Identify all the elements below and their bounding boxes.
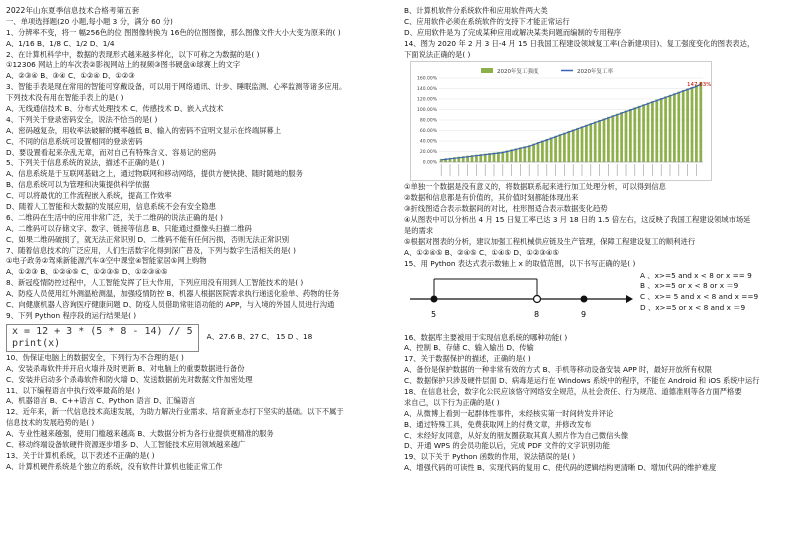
bar xyxy=(515,149,518,163)
point-5-closed xyxy=(431,295,438,302)
question-15: 15、用 Python 表达式表示数轴上 x 的取值范围，以下书写正确的是( ) xyxy=(404,258,636,268)
bar xyxy=(616,114,619,162)
bar xyxy=(532,144,535,162)
question-3: 3、智能手表是现在常用的智能可穿戴设备，可以用于网络通讯、计步、睡眠监测、心率监测等诸多应用。 xyxy=(6,82,347,92)
code-line-2: print(x) xyxy=(12,337,61,349)
tick-label-8: 8 xyxy=(534,309,540,319)
question-15-body xyxy=(404,271,788,333)
question-13-option-c: C、应用软件必须在系统软件的支持下才能正常运行 xyxy=(404,16,570,26)
question-18: 18、在信息社会，数字化公民应该恪守网络安全规范，从社会责任、行为规范、道德准则等各方面严格要 xyxy=(404,387,742,397)
bar xyxy=(699,83,702,163)
exam-title: 2022年山东夏季信息技术合格考第五套 xyxy=(6,6,140,15)
number-line-arrow xyxy=(626,295,633,303)
question-17-option-cd: C、数据保护只涉及硬件层面 D、病毒是运行在 Windows 系统中的程序，不能在 Android 和 iOS 系统中运行 xyxy=(404,376,760,386)
question-2-items: ①12306 网站上的车次表②影视网站上的视频③图书硬盘④球赛上的文字 xyxy=(6,60,241,70)
question-18-option-c: C、未经好友同意，从好友的朋友圈获取其真人照片作为自己微信头像 xyxy=(404,430,628,440)
question-1: 1、分辨率不变，将一 幅256色的位 图图像转换为 16色的位图图像，那么图像文件大小大变为原来的( ) xyxy=(6,27,341,37)
question-4-option-ab: A、密码越复杂，用收率法破解的概率越低 B、输入的密码不宜明文显示在终端屏幕上 xyxy=(6,125,282,135)
question-6-option-ab: A、二维码可以存储文字、数字、链接等信息 B、只能通过摄像头扫描二维码 xyxy=(6,223,252,233)
question-14-cont: 下面说法正确的是( ) xyxy=(404,49,471,59)
question-18-option-b: B、通过特殊工具，免费获取网上的付费文章，并修改发布 xyxy=(404,419,592,429)
question-4: 4、下列关于登录密码安全，说法不恰当的是( ) xyxy=(6,114,158,124)
chart-y-ticks xyxy=(417,76,438,166)
point-8-open xyxy=(534,295,541,302)
legend-swatch-bar xyxy=(481,68,493,73)
tick-label-5: 5 xyxy=(431,309,437,319)
question-19: 19、以下关于 Python 函数的作用，说法错误的是( ) xyxy=(404,452,576,462)
bar xyxy=(581,127,584,163)
question-7: 7、随着信息技术的广泛应用，人们生活数字化得到深广普及，下列与数字生活相关的是( ) xyxy=(6,245,296,255)
bar xyxy=(629,109,632,162)
bar xyxy=(541,141,544,163)
right-column xyxy=(404,6,788,474)
bar xyxy=(651,102,654,163)
bar xyxy=(677,92,680,162)
bar xyxy=(664,97,667,163)
bar xyxy=(642,105,645,163)
bar xyxy=(528,146,531,163)
question-10-option-ab: A、安装杀毒软件并开启火墙并及时更新 B、对电脑上的重要数据进行备份 xyxy=(6,363,245,373)
bar xyxy=(545,139,548,162)
question-10: 10、伪保证电脑上的数据安全，下列行为不合理的是( ) xyxy=(6,352,184,362)
number-line-svg xyxy=(404,271,634,331)
python-code-box xyxy=(6,324,199,352)
question-3-cont: 下列技术没有用在智能手表上的是( ) xyxy=(6,93,124,103)
question-5: 5、下列关于信息系统的说法，描述不正确的是( ) xyxy=(6,158,165,168)
question-17: 17、关于数据保护的描述，正确的是( ) xyxy=(404,354,531,364)
left-column xyxy=(6,6,390,473)
bar xyxy=(589,124,592,163)
chart-legend xyxy=(481,67,613,75)
question-13-option-d: D、应用软件是为了完成某种应用或解决某类问题而编制的专用程序 xyxy=(404,27,622,37)
question-9: 9、下列 Python 程序段的运行结果是( ) xyxy=(6,310,137,320)
statement-1: ①单独一个数据是没有意义的，将数据联系起来进行加工处理分析，可以得到信息 xyxy=(404,182,666,192)
bar xyxy=(598,120,601,162)
question-13: 13、关于计算机系统，以下表述不正确的是( ) xyxy=(6,450,155,460)
bar xyxy=(660,98,663,162)
question-11-options: A、机器语言 B、C++语言 C、Python 语言 D、汇编语言 xyxy=(6,396,196,406)
statement-5: ⑤根据对图表的分析，建议加强工程机械供应链及生产管理，保障工程建设复工的顺利进行 xyxy=(404,236,696,246)
question-14-options: A、①②④⑤ B、②④⑤ C、①④⑤ D、①②③④⑤ xyxy=(404,247,559,257)
question-12-option-cd: C、移动终端设备软硬件资源逐步增多 D、人工智能技术应用领域越来越广 xyxy=(6,439,246,449)
bar xyxy=(620,113,623,163)
question-7-options: A、①②③ B、①②④⑤ C、①②③⑤ D、①②③④⑤ xyxy=(6,267,168,277)
question-9-code-row xyxy=(6,324,390,352)
statement-4: ④从图表中可以分析出 4 月 15 日复工率已达 3 月 18 日的 1.5 倍左右，这反映了我国工程建设领域市场延 xyxy=(404,215,751,225)
bar xyxy=(686,89,689,163)
recovery-chart xyxy=(411,62,711,180)
bar xyxy=(572,130,575,163)
question-16: 16、数据库主要被用于实现信息系统的哪种功能( ) xyxy=(404,332,568,342)
bar xyxy=(647,103,650,162)
bar xyxy=(638,106,641,162)
number-line xyxy=(404,271,634,331)
question-11: 11、以下编程语言中执行效率最高的是( ) xyxy=(6,385,141,395)
chart-bars xyxy=(439,83,703,177)
bar xyxy=(559,135,562,163)
bar xyxy=(576,128,579,162)
question-7-items: ①电子政务②驾乘新能源汽车③空中课堂④智能家居⑤网上购物 xyxy=(6,256,207,266)
question-12-option-ab: A、专业性越来越强，使用门槛越来越高 B、大数据分析为各行业提供更精准的服务 xyxy=(6,429,274,439)
bar xyxy=(550,138,553,163)
bar xyxy=(567,131,570,162)
question-18-option-a: A、从微博上看到一起群体性事件，未经核实第一时间转发并评论 xyxy=(404,408,614,418)
bar xyxy=(695,85,698,162)
question-8-option-ab: A、防疫人员使用红外测温枪测温，加强疫情防控 B、机器人根据医院需求执行递送化验单、药物的任务 xyxy=(6,289,340,299)
y-tick-label: 0.00% xyxy=(422,160,437,166)
question-5-option-b: B、信息系统可以为管理和决策提供科学依据 xyxy=(6,180,150,190)
y-tick-label: 20.00% xyxy=(419,150,437,156)
bar xyxy=(603,119,606,163)
question-19-options: A、增强代码的可读性 B、实现代码的复用 C、使代码的逻辑结构更清晰 D、增加代码的维护难度 xyxy=(404,463,717,473)
section-heading: 一、单项选择题(20 小题,每小题 3 分，满分 60 分) xyxy=(6,16,173,26)
legend-label-line: 2020年复工率 xyxy=(577,69,613,76)
code-line-1: x = 12 + 3 * (5 * 8 - 14) // 5 xyxy=(12,325,193,337)
bar xyxy=(625,111,628,162)
question-1-options: A、1/16 B、1/8 C、1/2 D、1/4 xyxy=(6,38,115,48)
question-6: 6、二维码在生活中的应用非常广泛，关于二维码的说法正确的是( ) xyxy=(6,212,223,222)
y-tick-label: 80.00% xyxy=(419,118,437,124)
bar xyxy=(691,87,694,162)
legend-label-bar: 2020年复工强度 xyxy=(497,69,539,76)
bar xyxy=(607,117,610,162)
chart-annotation: 147.83% xyxy=(687,82,711,89)
question-2: 2、在计算机科学中，数据的表现形式越来越多样化，以下可称之为数据的是( ) xyxy=(6,49,260,59)
question-12-cont: 信息技术的发展趋势的是( ) xyxy=(6,418,95,428)
statement-3: ③折线图适合表示数据间的对比，柱形图适合表示数据变化趋势 xyxy=(404,204,608,214)
y-tick-label: 40.00% xyxy=(419,139,437,145)
bar xyxy=(655,100,658,162)
question-5-option-c: C、可以将最优的工作流程嵌入系统，提高工作效率 xyxy=(6,191,172,201)
bar xyxy=(537,143,540,163)
question-3-options: A、无线通信技术 B、分布式处理技术 C、传感技术 D、嵌入式技术 xyxy=(6,104,224,114)
question-18-cont: 求自己，以下行为正确的是( ) xyxy=(404,397,500,407)
y-tick-label: 60.00% xyxy=(419,129,437,135)
question-12: 12、近年来，新一代信息技术高速发展，为助力解决行业需求、培育新业态打下坚实的基础。以下不属于 xyxy=(6,407,344,417)
question-14: 14、图为 2020 年 2 月 3 日-4 月 15 日我国工程建设领域复工率(合新建项目)、复工强度变化的图表表达， xyxy=(404,38,755,48)
bar xyxy=(594,122,597,162)
bar xyxy=(523,147,526,163)
question-15-option-d: D 、x>=5 or x < 8 and x ＝9 xyxy=(640,303,746,313)
bar xyxy=(554,136,557,162)
bar xyxy=(682,91,685,163)
question-6-option-cd: C、如果二维码破损了，就无法正常识别 D、二维码不能有任何污损，否则无法正常识别 xyxy=(6,234,290,244)
question-4-option-c: C、不同的信息系统可设置相同的登录密码 xyxy=(6,136,143,146)
question-18-option-d: D、开通 WPS 的会员功能以后，完成 PDF 文件的文字识别功能 xyxy=(404,441,610,451)
chart-grid xyxy=(439,78,703,162)
y-tick-label: 160.00% xyxy=(416,76,437,82)
question-8: 8、新冠疫情防控过程中，人工智能发挥了巨大作用，下列应用没有用到人工智能技术的是( ) xyxy=(6,278,304,288)
bar xyxy=(633,108,636,163)
question-8-option-cd: C、向健康机器人咨询医疗健康问题 D、防疫人员借助常驻语功能的 APP，与入境的外国人员进行沟通 xyxy=(6,300,335,310)
question-15-option-b: B 、x>=5 or x < 8 or x ＝9 xyxy=(640,281,739,291)
question-15-option-c: C 、x>= 5 and x < 8 and x ==9 xyxy=(640,292,759,302)
question-2-options: A、②③④ B、③④ C、①②④ D、①②③ xyxy=(6,71,135,81)
question-15-options xyxy=(640,271,758,315)
y-tick-label: 100.00% xyxy=(416,108,437,114)
question-16-options: A、控制 B、存储 C、输入输出 D、传输 xyxy=(404,343,534,353)
question-15-option-a: A 、x>=5 and x < 8 or x == 9 xyxy=(640,270,752,280)
question-13-option-b: B、计算机软件分系统软件和应用软件两大类 xyxy=(404,6,548,15)
statement-2: ②数据和信息都是有价值的，其价值时刻都能体现出来 xyxy=(404,193,579,203)
question-10-option-cd: C、安装并启动多个杀毒软件和防火墙 D、发送数据前先对数据文件加密处理 xyxy=(6,374,253,384)
question-17-option-ab: A、备份是保护数据的一种非常有效的方式 B、手机等移动设备安装 APP 时，最好开放所有权限 xyxy=(404,365,713,375)
chart-container xyxy=(410,61,712,181)
question-5-option-a: A、信息系统是于互联网基础之上，通过物联网和移动网络，提供方便快捷、随时随地的服务 xyxy=(6,169,303,179)
bar xyxy=(611,116,614,163)
bar xyxy=(519,148,522,163)
bar xyxy=(585,125,588,162)
y-tick-label: 140.00% xyxy=(416,87,437,93)
bar xyxy=(669,95,672,162)
statement-4-cont: 是的需求 xyxy=(404,226,434,236)
bar xyxy=(563,133,566,162)
question-5-option-d: D、随着人工智能和大数据的发展应用，信息系统不会有安全隐患 xyxy=(6,202,216,212)
question-4-option-d: D、要设置看起来杂乱无章，而对自己有特殊含义、容易记的密码 xyxy=(6,147,216,157)
point-9-closed xyxy=(581,295,588,302)
question-13-option-a: A、计算机硬件系统是个独立的系统，没有软件计算机也能正常工作 xyxy=(6,461,223,471)
y-tick-label: 120.00% xyxy=(416,97,437,103)
question-9-options: A、27.6 B、27 C、 15 D 、18 xyxy=(206,332,313,342)
bar xyxy=(673,94,676,163)
tick-label-9: 9 xyxy=(581,309,587,319)
